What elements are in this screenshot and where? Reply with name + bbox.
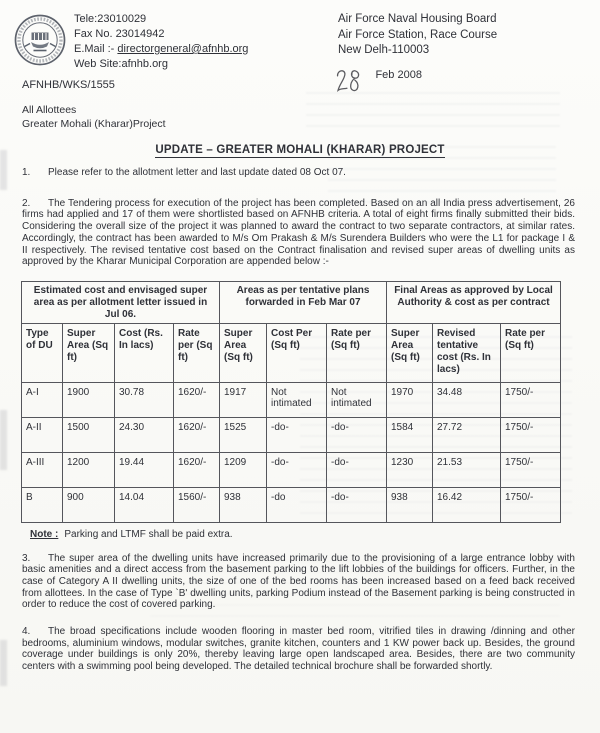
- fax-line: Fax No. 23014942: [74, 28, 165, 40]
- table-group-header-row: [22, 281, 561, 323]
- note-text: Parking and LTMF shall be paid extra.: [64, 528, 233, 540]
- cell-type: A-I: [22, 382, 63, 417]
- cell: 14.04: [115, 487, 174, 522]
- cell: 900: [63, 487, 115, 522]
- table-row: [22, 452, 561, 487]
- col-header: Rate per (Sq ft): [174, 324, 220, 382]
- email-line: [74, 42, 600, 57]
- cell: 16.42: [433, 487, 501, 522]
- printed-date: Feb 2008: [375, 69, 422, 82]
- table-row: [22, 382, 561, 417]
- table-row: [22, 487, 561, 522]
- cell: Not intimated: [267, 382, 327, 417]
- table-row: [22, 417, 561, 452]
- cell: 1750/-: [501, 452, 561, 487]
- cell: 1900: [63, 382, 115, 417]
- group-header-estimated: Estimated cost and envisaged super area as per allotment letter issued in Jul 06.: [22, 281, 220, 323]
- note-label: Note :: [30, 528, 59, 540]
- scan-artifact: [0, 410, 7, 470]
- table-note: [30, 529, 600, 540]
- cell: 1209: [220, 452, 267, 487]
- paragraph-3: [22, 553, 575, 612]
- table-column-header-row: [22, 324, 561, 382]
- letterhead: [0, 0, 600, 91]
- cost-area-table: [21, 281, 561, 523]
- cell: 1620/-: [174, 452, 220, 487]
- paragraph-text: The super area of the dwelling units have increased primarily due to the provisioning of a large entrance lobby with basic amenities and a direct access from the basement parking to the lift lobbies of the buildings for officers. Further, in the case of Category A II dwelling units, the size of one of the bed rooms has been increased based on a feed back received from allottees. In the case of Type `B' dwelling units, parking Podium instead of the Basement parking is being constructed in order to reduce the cost of covered parking.: [22, 552, 575, 611]
- col-header: Rate per (Sq ft): [327, 324, 387, 382]
- organisation-block: [338, 12, 497, 59]
- website-line: Web Site:afnhb.org: [74, 58, 168, 70]
- cell: -do-: [327, 452, 387, 487]
- letter-title: UPDATE – GREATER MOHALI (KHARAR) PROJECT: [155, 144, 445, 156]
- cell: -do-: [327, 487, 387, 522]
- cell: 30.78: [115, 382, 174, 417]
- cell: -do-: [327, 417, 387, 452]
- addressee-line-1: All Allottees: [22, 104, 77, 116]
- cell: Not intimated: [327, 382, 387, 417]
- paragraph-number: 2.: [22, 197, 31, 209]
- col-header: Cost Per (Sq ft): [267, 324, 327, 382]
- org-address-2: New Delh-110003: [338, 44, 430, 56]
- col-header: Revised tentative cost (Rs. In lacs): [433, 324, 501, 382]
- cell: 1200: [63, 452, 115, 487]
- afnhb-emblem-logo: [13, 13, 67, 67]
- cell: 1525: [220, 417, 267, 452]
- cell: 1750/-: [501, 417, 561, 452]
- cell: -do-: [267, 417, 327, 452]
- org-address-1: Air Force Station, Race Course: [338, 28, 498, 41]
- addressee-block: [22, 104, 600, 131]
- cell: 1500: [63, 417, 115, 452]
- cell: 19.44: [115, 452, 174, 487]
- group-header-final: Final Areas as approved by Local Authority & cost as per contract: [387, 281, 561, 323]
- scan-artifact: [0, 150, 7, 190]
- paragraph-number: 4.: [22, 626, 31, 638]
- cell: 1560/-: [174, 487, 220, 522]
- paragraph-2: [22, 198, 575, 268]
- cell: 24.30: [115, 417, 174, 452]
- col-header: Super Area (Sq ft): [63, 324, 115, 382]
- cell: 1620/-: [174, 382, 220, 417]
- paragraph-4: [22, 626, 575, 673]
- cell: 34.48: [433, 382, 501, 417]
- cell: 1750/-: [501, 487, 561, 522]
- paragraph-1: [22, 167, 575, 179]
- cell: -do-: [267, 452, 327, 487]
- paragraph-number: 3.: [22, 552, 31, 564]
- email-label: E.Mail :-: [74, 43, 115, 55]
- cell: 1584: [387, 417, 433, 452]
- email-link[interactable]: directorgeneral@afnhb.org: [117, 43, 249, 55]
- cell: 21.53: [433, 452, 501, 487]
- cell: -do: [267, 487, 327, 522]
- col-header: Super Area (Sq ft): [220, 324, 267, 382]
- col-header: Cost (Rs. In lacs): [115, 324, 174, 382]
- telephone-line: Tele:23010029: [74, 13, 147, 25]
- handwritten-day: [333, 65, 367, 99]
- cell: 1230: [387, 452, 433, 487]
- cell: 1620/-: [174, 417, 220, 452]
- group-header-tentative: Areas as per tentative plans forwarded in Feb Mar 07: [220, 281, 387, 323]
- org-name: Air Force Naval Housing Board: [338, 13, 497, 25]
- paragraph-text: The broad specifications include wooden flooring in master bed room, vitrified tiles in drawing /dinning and other bedrooms, aluminium windows, modular switches, granite kitchen, counters and 1 KW power back up. Besides, the ground coverage under buildings is only 20%, thereby leaving large open landscaped area. Besides, there are two community centers with a swimming pool being developed. The detailed technical brochure shall be forwarded shortly.: [22, 626, 575, 673]
- cell-type: A-III: [22, 452, 63, 487]
- col-header: Type of DU: [22, 324, 63, 382]
- col-header: Super Area (Sq ft): [387, 324, 433, 382]
- paragraph-text: Please refer to the allotment letter and last update dated 08 Oct 07.: [48, 167, 346, 178]
- cell: 1970: [387, 382, 433, 417]
- cell: 27.72: [433, 417, 501, 452]
- cell-type: B: [22, 487, 63, 522]
- cell: 938: [387, 487, 433, 522]
- cell: 1750/-: [501, 382, 561, 417]
- addressee-line-2: Greater Mohali (Kharar)Project: [22, 117, 166, 130]
- cell-type: A-II: [22, 417, 63, 452]
- col-header: Rate per (Sq ft): [501, 324, 561, 382]
- scan-artifact: [0, 640, 7, 686]
- paragraph-number: 1.: [22, 167, 31, 178]
- reference-number: AFNHB/WKS/1555: [22, 79, 115, 91]
- contact-block: [74, 12, 600, 72]
- cell: 1917: [220, 382, 267, 417]
- paragraph-text: The Tendering process for execution of the project has been completed. Based on an all India press advertisement, 26 firms had applied and 17 of them were shortlisted based on AFNHB criteria. A total of eight firms finally submitted their bids. Considering the overall size of the project it was planned to award the contract to two separate contractors, at similar rates. Accordingly, the contract has been awarded to M/s Om Prakash & M/s Surendera Builders who were the L1 for package I & II respectively. The revised tentative cost based on the Contract finalisation and revised super areas of dwelling units as approved by the Kharar Municipal Corporation are appended below :-: [22, 197, 575, 268]
- date-line: [334, 66, 422, 98]
- cell: 938: [220, 487, 267, 522]
